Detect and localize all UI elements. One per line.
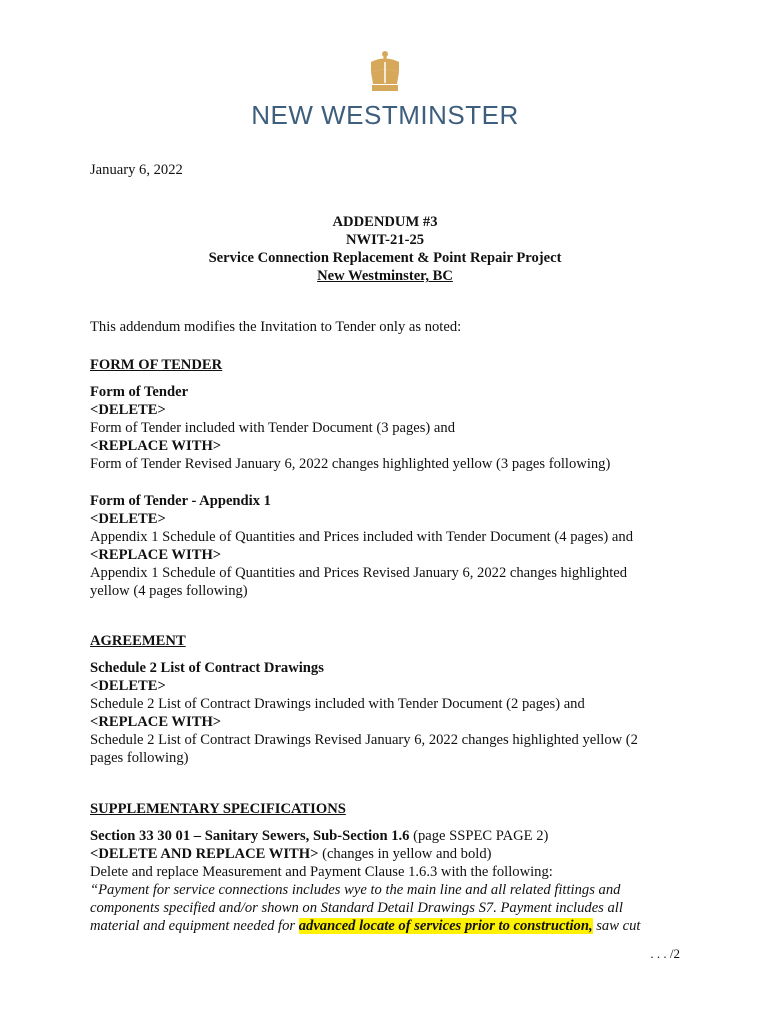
delete-text: Appendix 1 Schedule of Quantities and Prices included with Tender Document (4 pages) and <box>90 529 633 545</box>
letter-date: January 6, 2022 <box>90 162 183 178</box>
quote-text: saw cut <box>592 918 641 934</box>
logo-text: NEW WESTMINSTER <box>251 100 519 130</box>
logo <box>0 50 770 130</box>
form-of-tender-section <box>90 356 670 600</box>
addendum-number: ADDENDUM #3 <box>332 214 438 230</box>
section-title: AGREEMENT <box>90 633 186 649</box>
replace-text-line-1: Appendix 1 Schedule of Quantities and Prices Revised January 6, 2022 changes highlighted <box>90 565 628 581</box>
replace-text: Form of Tender Revised January 6, 2022 changes highlighted yellow (3 pages following) <box>90 456 611 472</box>
replace-label: <REPLACE WITH> <box>90 438 222 454</box>
replace-text-line-2: pages following) <box>90 750 189 766</box>
delete-replace-line <box>90 845 670 863</box>
supplementary-specifications-section <box>90 800 670 935</box>
project-location: New Westminster, BC <box>317 268 453 284</box>
project-name: Service Connection Replacement & Point Repair Project <box>208 250 562 266</box>
delete-label: <DELETE> <box>90 678 166 694</box>
project-code: NWIT-21-25 <box>345 232 425 248</box>
item-name: Form of Tender - Appendix 1 <box>90 493 271 509</box>
section-reference <box>90 827 670 845</box>
instruction-text: Delete and replace Measurement and Payment Clause 1.6.3 with the following: <box>90 864 553 880</box>
quote-line-1: “Payment for service connections includes wye to the main line and all related fittings and <box>90 882 621 898</box>
replace-text-line-2: yellow (4 pages following) <box>90 583 248 599</box>
quote-line-3 <box>90 917 670 935</box>
replace-label: <REPLACE WITH> <box>90 547 222 563</box>
highlighted-change: advanced locate of services prior to construction, <box>298 918 593 934</box>
delete-label: <DELETE> <box>90 402 166 418</box>
item-name: Form of Tender <box>90 384 189 400</box>
page-continuation-marker: . . . /2 <box>650 946 680 961</box>
agreement-section <box>90 632 670 767</box>
crown-icon <box>365 50 405 96</box>
section-number: Section 33 30 01 – Sanitary Sewers, Sub-Section 1.6 <box>90 828 410 844</box>
delete-replace-label: <DELETE AND REPLACE WITH> <box>90 846 319 862</box>
intro-text: This addendum modifies the Invitation to Tender only as noted: <box>90 319 462 335</box>
replace-label: <REPLACE WITH> <box>90 714 222 730</box>
quote-text: material and equipment needed for <box>90 918 299 934</box>
addendum-heading <box>0 213 770 285</box>
delete-replace-note: (changes in yellow and bold) <box>318 846 492 862</box>
item-name: Schedule 2 List of Contract Drawings <box>90 660 324 676</box>
section-title: FORM OF TENDER <box>90 357 223 373</box>
delete-text: Schedule 2 List of Contract Drawings included with Tender Document (2 pages) and <box>90 696 585 712</box>
replace-text-line-1: Schedule 2 List of Contract Drawings Revised January 6, 2022 changes highlighted yellow (2 <box>90 732 638 748</box>
delete-text: Form of Tender included with Tender Document (3 pages) and <box>90 420 455 436</box>
delete-label: <DELETE> <box>90 511 166 527</box>
section-title: SUPPLEMENTARY SPECIFICATIONS <box>90 801 346 817</box>
quote-line-2: components specified and/or shown on Standard Detail Drawings S7. Payment includes all <box>90 900 623 916</box>
section-page: (page SSPEC PAGE 2) <box>409 828 549 844</box>
